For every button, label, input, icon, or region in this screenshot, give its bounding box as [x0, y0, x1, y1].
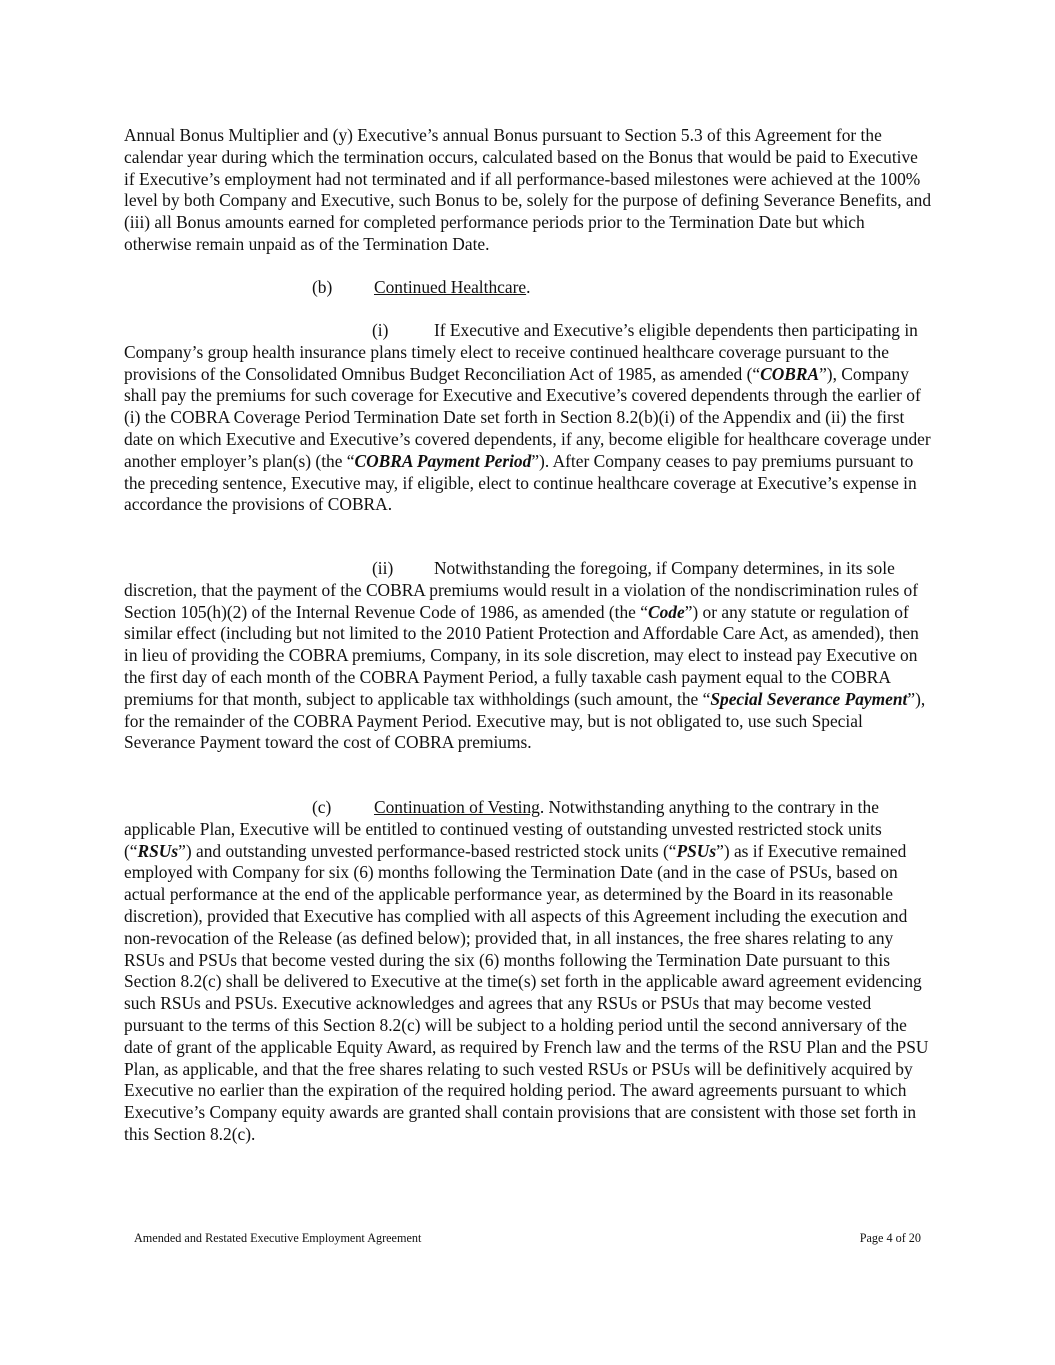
- paragraph-text: Annual Bonus Multiplier and (y) Executive’s annual Bonus pursuant to Section 5.3 of this Agreement for the calendar year during which the termination occurs, calculated based on the Bonus that would be paid to Executive if Executive’s employment had not terminated and if all performance-based milestones were achieved at the 100% level by both Company and Executive, such Bonus to be, solely for the purpose of defining Severance Benefits, and (iii) all Bonus amounts earned for completed performance periods prior to the Termination Date but which otherwise remain unpaid as of the Termination Date.: [124, 125, 932, 254]
- subsection-text: ”), Company shall pay the premiums for such coverage for Executive and Executive’s covered dependents through the earlier of (i) the COBRA Coverage Period Termination Date set forth in Section 8.2(b)(i) of the Appendix and (ii) the first date on which Executive and Executive’s covered dependents, if any, become eligible for healthcare coverage under another employer’s plan(s) (the “: [124, 363, 931, 471]
- paragraph-a-continuation: [124, 125, 932, 256]
- footer-page-number: Page 4 of 20: [859, 1231, 921, 1245]
- defined-term-cobra-payment-period: COBRA Payment Period: [354, 450, 532, 471]
- section-b-heading: [124, 277, 932, 299]
- section-text: ”) and outstanding unvested performance-based restricted stock units (“: [178, 840, 677, 861]
- defined-term-rsus: RSUs: [137, 840, 179, 861]
- section-number: (b): [312, 277, 333, 297]
- footer-document-title: Amended and Restated Executive Employment Agreement: [134, 1231, 422, 1245]
- subsection-text: ”) or any statute or regulation of similar effect (including but not limited to the 2010 Patient Protection and Affordable Care Act, as amended), then in lieu of providing the COBRA premiums, Company, in its sole discretion, may elect to instead pay Executive on the first day of each month of the COBRA Payment Period, a fully taxable cash payment equal to the COBRA premiums for that month, subject to applicable tax withholdings (such amount, the “: [124, 601, 919, 709]
- subsection-text: ”). After Company ceases to pay premiums pursuant to the preceding sentence, Executive may, if eligible, elect to continue healthcare coverage at Executive’s expense in accordance the provisions of COBRA.: [124, 450, 917, 515]
- section-c: [124, 797, 932, 1146]
- subsection-text: Notwithstanding the foregoing, if Company determines, in its sole discretion, that the payment of the COBRA premiums would result in a violation of the nondiscrimination rules of Section 105(h)(2) of the Internal Revenue Code of 1986, as amended (the “: [124, 558, 919, 622]
- defined-term-special-severance-payment: Special Severance Payment: [710, 688, 908, 709]
- defined-term-code: Code: [647, 601, 685, 622]
- heading-period: .: [526, 277, 531, 297]
- subsection-text: ”), for the remainder of the COBRA Payment Period. Executive may, but is not obligated to, use such Special Severance Payment toward the cost of COBRA premiums.: [124, 688, 926, 753]
- subsection-number: (ii): [372, 558, 394, 578]
- section-title: Continued Healthcare: [374, 277, 527, 297]
- section-text: . Notwithstanding anything to the contrary in the applicable Plan, Executive will be entitled to continued vesting of outstanding unvested restricted stock units (“: [124, 797, 882, 861]
- subsection-i: [124, 320, 932, 516]
- section-text: ”) as if Executive remained employed with Company for six (6) months following the Termination Date (and in the case of PSUs, based on actual performance at the end of the applicable performance year, as determined by the Board in its reasonable discretion), provided that Executive has complied with all aspects of this Agreement including the execution and non-revocation of the Release (as defined below); provided that, in all instances, the free shares relating to any RSUs and PSUs that become vested during the six (6) months following the Termination Date pursuant to this Section 8.2(c) shall be delivered to Executive at the time(s) set forth in the applicable award agreement evidencing such RSUs and PSUs. Executive acknowledges and agrees that any RSUs or PSUs that may become vested pursuant to the terms of this Section 8.2(c) will be subject to a holding period until the second anniversary of the date of grant of the applicable Equity Award, as required by French law and the terms of the RSU Plan and the PSU Plan, as applicable, and that the free shares relating to such vested RSUs or PSUs will be definitively acquired by Executive no earlier than the expiration of the required holding period. The award agreements pursuant to which Executive’s Company equity awards are granted shall contain provisions that are consistent with those set forth in this Section 8.2(c).: [124, 840, 929, 1144]
- subsection-ii: [124, 558, 932, 754]
- subsection-number: (i): [372, 320, 389, 340]
- subsection-text: If Executive and Executive’s eligible dependents then participating in Company’s group health insurance plans timely elect to receive continued healthcare coverage pursuant to the provisions of the Consolidated Omnibus Budget Reconciliation Act of 1985, as amended (“: [124, 320, 918, 384]
- defined-term-psus: PSUs: [676, 840, 717, 861]
- section-title: Continuation of Vesting: [374, 797, 540, 817]
- defined-term-cobra: COBRA: [760, 363, 820, 384]
- section-number: (c): [312, 797, 332, 817]
- page-footer: [134, 1230, 921, 1246]
